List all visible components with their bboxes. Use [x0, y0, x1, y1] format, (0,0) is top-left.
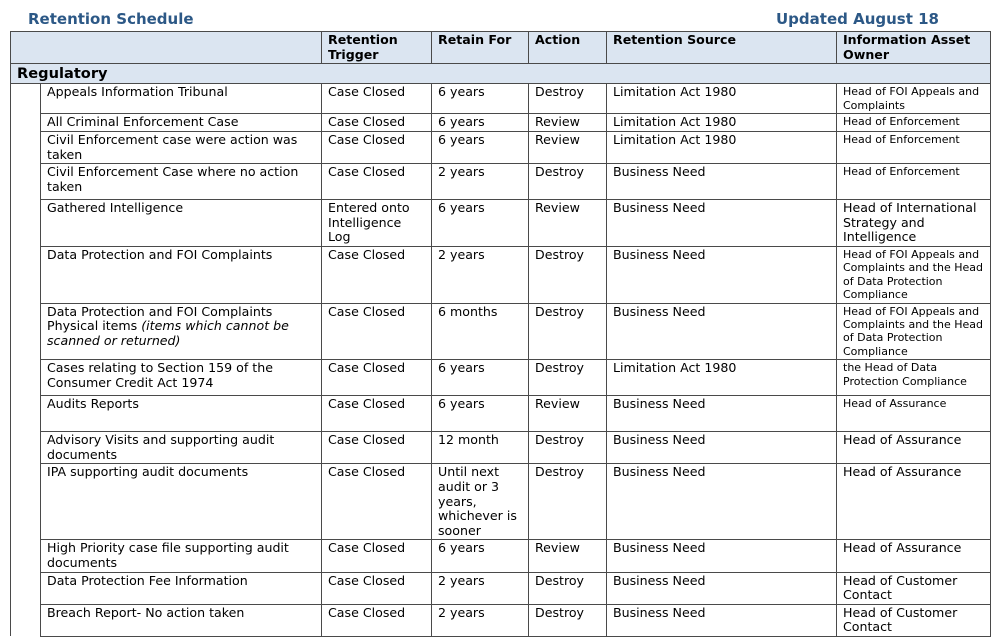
column-header-action: Action [529, 32, 607, 64]
record-name-cell [41, 200, 322, 247]
asset-owner-cell: Head of Enforcement [837, 164, 991, 200]
retention-trigger-cell: Case Closed [322, 396, 432, 432]
column-header-retain: Retain For [432, 32, 529, 64]
table-row [11, 200, 991, 247]
retention-source-cell: Limitation Act 1980 [607, 84, 837, 114]
record-name: Data Protection and FOI Complaints Physical items [47, 303, 273, 334]
retain-for-cell: 2 years [432, 246, 529, 303]
record-name-cell [41, 432, 322, 464]
column-header-record [11, 32, 322, 64]
retention-source-cell: Business Need [607, 572, 837, 604]
record-name: Civil Enforcement case were action was taken [47, 132, 298, 162]
action-cell: Destroy [529, 84, 607, 114]
action-cell: Review [529, 540, 607, 572]
retention-trigger-cell: Case Closed [322, 246, 432, 303]
table-row [11, 604, 991, 636]
asset-owner-cell: Head of Customer Contact [837, 572, 991, 604]
asset-owner-cell: Head of FOI Appeals and Complaints and the Head of Data Protection Compliance [837, 303, 991, 360]
record-name-cell [41, 84, 322, 114]
retention-trigger-cell: Case Closed [322, 164, 432, 200]
record-name-cell [41, 572, 322, 604]
section-title: Regulatory [11, 64, 991, 84]
record-name-cell [41, 360, 322, 396]
table-row [11, 303, 991, 360]
record-name-cell [41, 164, 322, 200]
retain-for-cell: 6 years [432, 200, 529, 247]
retention-trigger-cell: Case Closed [322, 303, 432, 360]
retain-for-cell: 6 years [432, 84, 529, 114]
record-name: Advisory Visits and supporting audit documents [47, 432, 275, 462]
column-header-owner: Information Asset Owner [837, 32, 991, 64]
retention-trigger-cell: Case Closed [322, 132, 432, 164]
action-cell: Destroy [529, 164, 607, 200]
record-name: High Priority case file supporting audit documents [47, 540, 289, 570]
table-row [11, 396, 991, 432]
action-cell: Destroy [529, 572, 607, 604]
retention-source-cell: Limitation Act 1980 [607, 114, 837, 132]
retention-source-cell: Business Need [607, 540, 837, 572]
retention-trigger-cell: Case Closed [322, 360, 432, 396]
document-title: Retention Schedule [28, 10, 194, 28]
retain-for-cell: 2 years [432, 604, 529, 636]
retention-source-cell: Business Need [607, 200, 837, 247]
header-row [11, 32, 991, 64]
retention-source-cell: Business Need [607, 396, 837, 432]
retain-for-cell: 12 month [432, 432, 529, 464]
retain-for-cell: 6 years [432, 132, 529, 164]
retain-for-cell: Until next audit or 3 years, whichever is sooner [432, 464, 529, 540]
retention-trigger-cell: Case Closed [322, 464, 432, 540]
record-name: Data Protection and FOI Complaints [47, 246, 273, 262]
table-row [11, 132, 991, 164]
retention-trigger-cell: Case Closed [322, 84, 432, 114]
action-cell: Destroy [529, 604, 607, 636]
retention-trigger-cell: Case Closed [322, 572, 432, 604]
record-name-cell [41, 246, 322, 303]
retention-source-cell: Business Need [607, 464, 837, 540]
table-row [11, 246, 991, 303]
record-name-cell [41, 464, 322, 540]
table-row [11, 164, 991, 200]
asset-owner-cell: Head of FOI Appeals and Complaints and the Head of Data Protection Compliance [837, 246, 991, 303]
action-cell: Review [529, 114, 607, 132]
retention-source-cell: Limitation Act 1980 [607, 132, 837, 164]
action-cell: Destroy [529, 464, 607, 540]
asset-owner-cell: Head of Customer Contact [837, 604, 991, 636]
column-header-source: Retention Source [607, 32, 837, 64]
record-name-cell [41, 604, 322, 636]
record-name-cell [41, 396, 322, 432]
retention-trigger-cell: Entered onto Intelligence Log [322, 200, 432, 247]
asset-owner-cell: Head of Enforcement [837, 114, 991, 132]
retention-table [10, 31, 991, 637]
record-name-cell [41, 132, 322, 164]
asset-owner-cell: Head of Assurance [837, 464, 991, 540]
record-name: Civil Enforcement Case where no action taken [47, 164, 299, 194]
table-row [11, 572, 991, 604]
asset-owner-cell: Head of FOI Appeals and Complaints [837, 84, 991, 114]
retain-for-cell: 6 years [432, 540, 529, 572]
section-row [11, 64, 991, 84]
asset-owner-cell: Head of Enforcement [837, 132, 991, 164]
asset-owner-cell: Head of Assurance [837, 396, 991, 432]
retain-for-cell: 2 years [432, 164, 529, 200]
retention-trigger-cell: Case Closed [322, 432, 432, 464]
retention-source-cell: Business Need [607, 604, 837, 636]
asset-owner-cell: Head of International Strategy and Intelligence [837, 200, 991, 247]
retain-for-cell: 6 years [432, 360, 529, 396]
retention-trigger-cell: Case Closed [322, 540, 432, 572]
table-row [11, 114, 991, 132]
action-cell: Destroy [529, 432, 607, 464]
retain-for-cell: 6 years [432, 114, 529, 132]
record-name: Audits Reports [47, 396, 139, 412]
action-cell: Destroy [529, 246, 607, 303]
record-name: Cases relating to Section 159 of the Consumer Credit Act 1974 [47, 360, 273, 390]
record-name: IPA supporting audit documents [47, 464, 249, 480]
record-name-cell [41, 303, 322, 360]
retention-source-cell: Limitation Act 1980 [607, 360, 837, 396]
retention-source-cell: Business Need [607, 164, 837, 200]
table-row [11, 360, 991, 396]
action-cell: Destroy [529, 303, 607, 360]
action-cell: Destroy [529, 360, 607, 396]
action-cell: Review [529, 396, 607, 432]
table-row [11, 432, 991, 464]
record-name: Appeals Information Tribunal [47, 84, 228, 100]
table-row [11, 464, 991, 540]
record-name: Breach Report- No action taken [47, 604, 245, 620]
action-cell: Review [529, 200, 607, 247]
record-name-cell [41, 114, 322, 132]
column-header-trigger: Retention Trigger [322, 32, 432, 64]
asset-owner-cell: Head of Assurance [837, 540, 991, 572]
retain-for-cell: 6 years [432, 396, 529, 432]
retention-trigger-cell: Case Closed [322, 114, 432, 132]
updated-date: Updated August 18 [776, 10, 939, 28]
retain-for-cell: 2 years [432, 572, 529, 604]
retention-source-cell: Business Need [607, 246, 837, 303]
record-name: Gathered Intelligence [47, 200, 184, 216]
retain-for-cell: 6 months [432, 303, 529, 360]
retention-source-cell: Business Need [607, 432, 837, 464]
record-name: Data Protection Fee Information [47, 572, 248, 588]
record-name: All Criminal Enforcement Case [47, 114, 239, 129]
asset-owner-cell: Head of Assurance [837, 432, 991, 464]
retention-trigger-cell: Case Closed [322, 604, 432, 636]
record-name-note: (items which cannot be scanned or returned) [47, 318, 289, 348]
action-cell: Review [529, 132, 607, 164]
retention-source-cell: Business Need [607, 303, 837, 360]
section-indent [11, 84, 41, 637]
table-row [11, 540, 991, 572]
asset-owner-cell: the Head of Data Protection Compliance [837, 360, 991, 396]
record-name-cell [41, 540, 322, 572]
table-row [11, 84, 991, 114]
